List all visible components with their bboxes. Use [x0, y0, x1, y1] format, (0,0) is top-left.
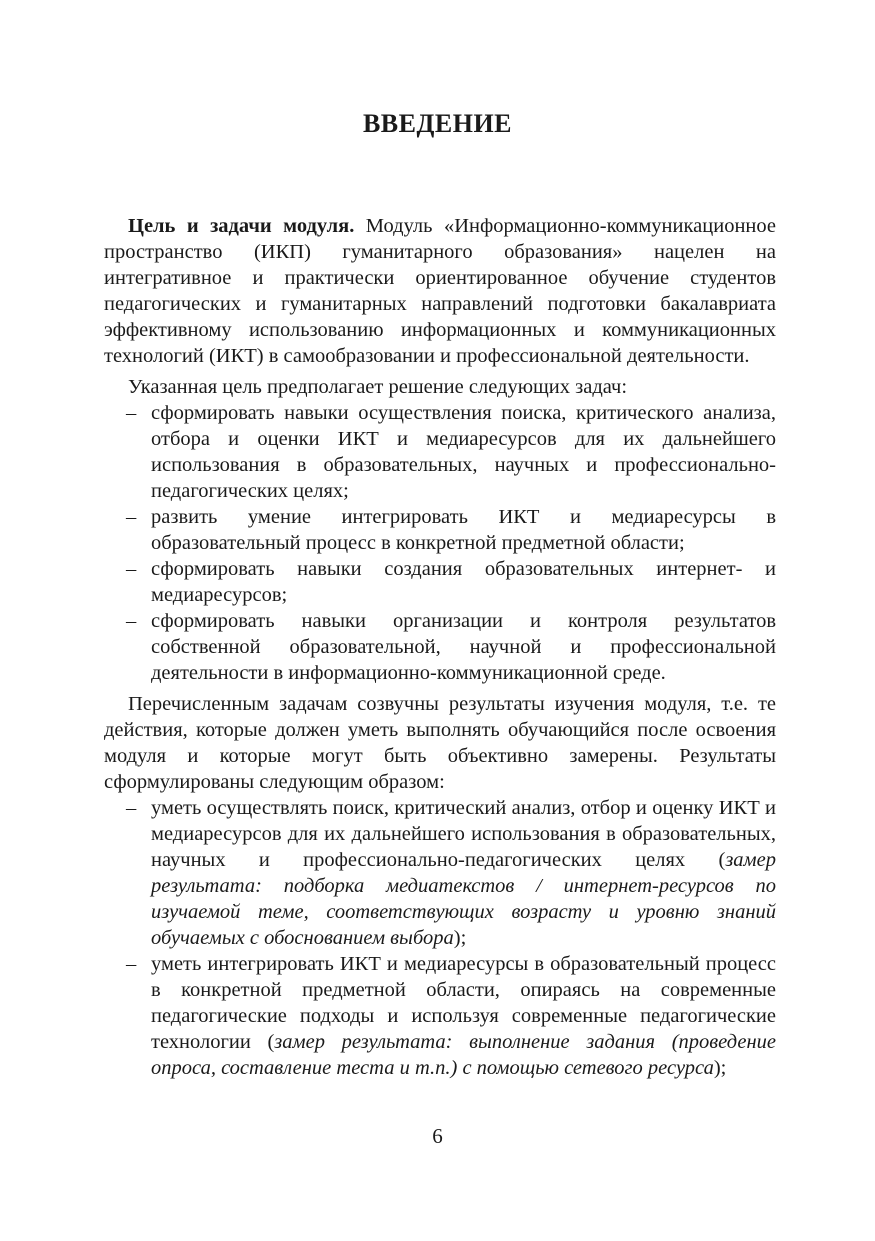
dash-marker: –: [126, 402, 137, 424]
intro-paragraph: [104, 213, 776, 369]
result-text: уметь осуществлять поиск, критический анализ, отбор и оценку ИКТ и медиаресурсов для их дальнейшего использования в образовательных, научных и профессионально-педагогических целях (: [151, 797, 776, 871]
dash-marker: –: [126, 558, 137, 580]
page-body: [104, 213, 776, 1086]
task-item: [104, 556, 776, 608]
result-text: уметь интегрировать ИКТ и медиаресурсы в образовательный процесс в конкретной предметной области, опираясь на современные педагогические подходы и используя современные педагогические технологии (: [151, 953, 776, 1053]
result-tail: );: [453, 927, 467, 949]
page-title: ВВЕДЕНИЕ: [362, 109, 513, 138]
task-item: [104, 608, 776, 686]
result-item: [104, 951, 776, 1081]
intro-text: Модуль «Информационно-коммуникационное пространство (ИКП) гуманитарного образования» нацелен на интегративное и практически ориентированное обучение студентов педагогических и гуманитарных направлений подготовки бакалавриата эффективному использованию информационных и коммуникационных технологий (ИКТ) в самообразовании и профессиональной деятельности.: [104, 215, 776, 367]
task-text: сформировать навыки создания образовательных интернет- и медиаресурсов;: [151, 558, 776, 606]
dash-marker: –: [126, 953, 137, 975]
task-text: сформировать навыки организации и контроля результатов собственной образовательной, научной и профессиональной деятельности в информационно-коммуникационной среде.: [151, 610, 776, 684]
task-item: [104, 400, 776, 504]
intro-lead: Цель и задачи модуля.: [128, 215, 355, 237]
dash-marker: –: [126, 610, 137, 632]
result-measure: замер результата: подборка медиатекстов / интернет-ресурсов по изучаемой теме, соответствующих возрасту и уровню знаний обучаемых с обоснованием выбора: [151, 849, 776, 949]
result-tail: );: [713, 1057, 727, 1079]
dash-marker: –: [126, 506, 137, 528]
results-list: [104, 795, 776, 1081]
task-text: сформировать навыки осуществления поиска, критического анализа, отбора и оценки ИКТ и медиаресурсов для их дальнейшего использования в образовательных, научных и профессионально-педагогических целях;: [151, 402, 776, 502]
result-item: [104, 795, 776, 951]
page-number: 6: [432, 1124, 443, 1148]
task-item: [104, 504, 776, 556]
results-intro: Перечисленным задачам созвучны результаты изучения модуля, т.е. те действия, которые должен уметь выполнять обучающийся после освоения модуля и которые могут быть объективно замерены. Результаты сформулированы следующим образом:: [104, 693, 776, 793]
tasks-list: [104, 400, 776, 686]
tasks-intro: Указанная цель предполагает решение следующих задач:: [128, 376, 628, 398]
task-text: развить умение интегрировать ИКТ и медиаресурсы в образовательный процесс в конкретной предметной области;: [151, 506, 776, 554]
dash-marker: –: [126, 797, 137, 819]
result-measure: замер результата: выполнение задания (проведение опроса, составление теста и т.п.) с помощью сетевого ресурса: [151, 1031, 776, 1079]
